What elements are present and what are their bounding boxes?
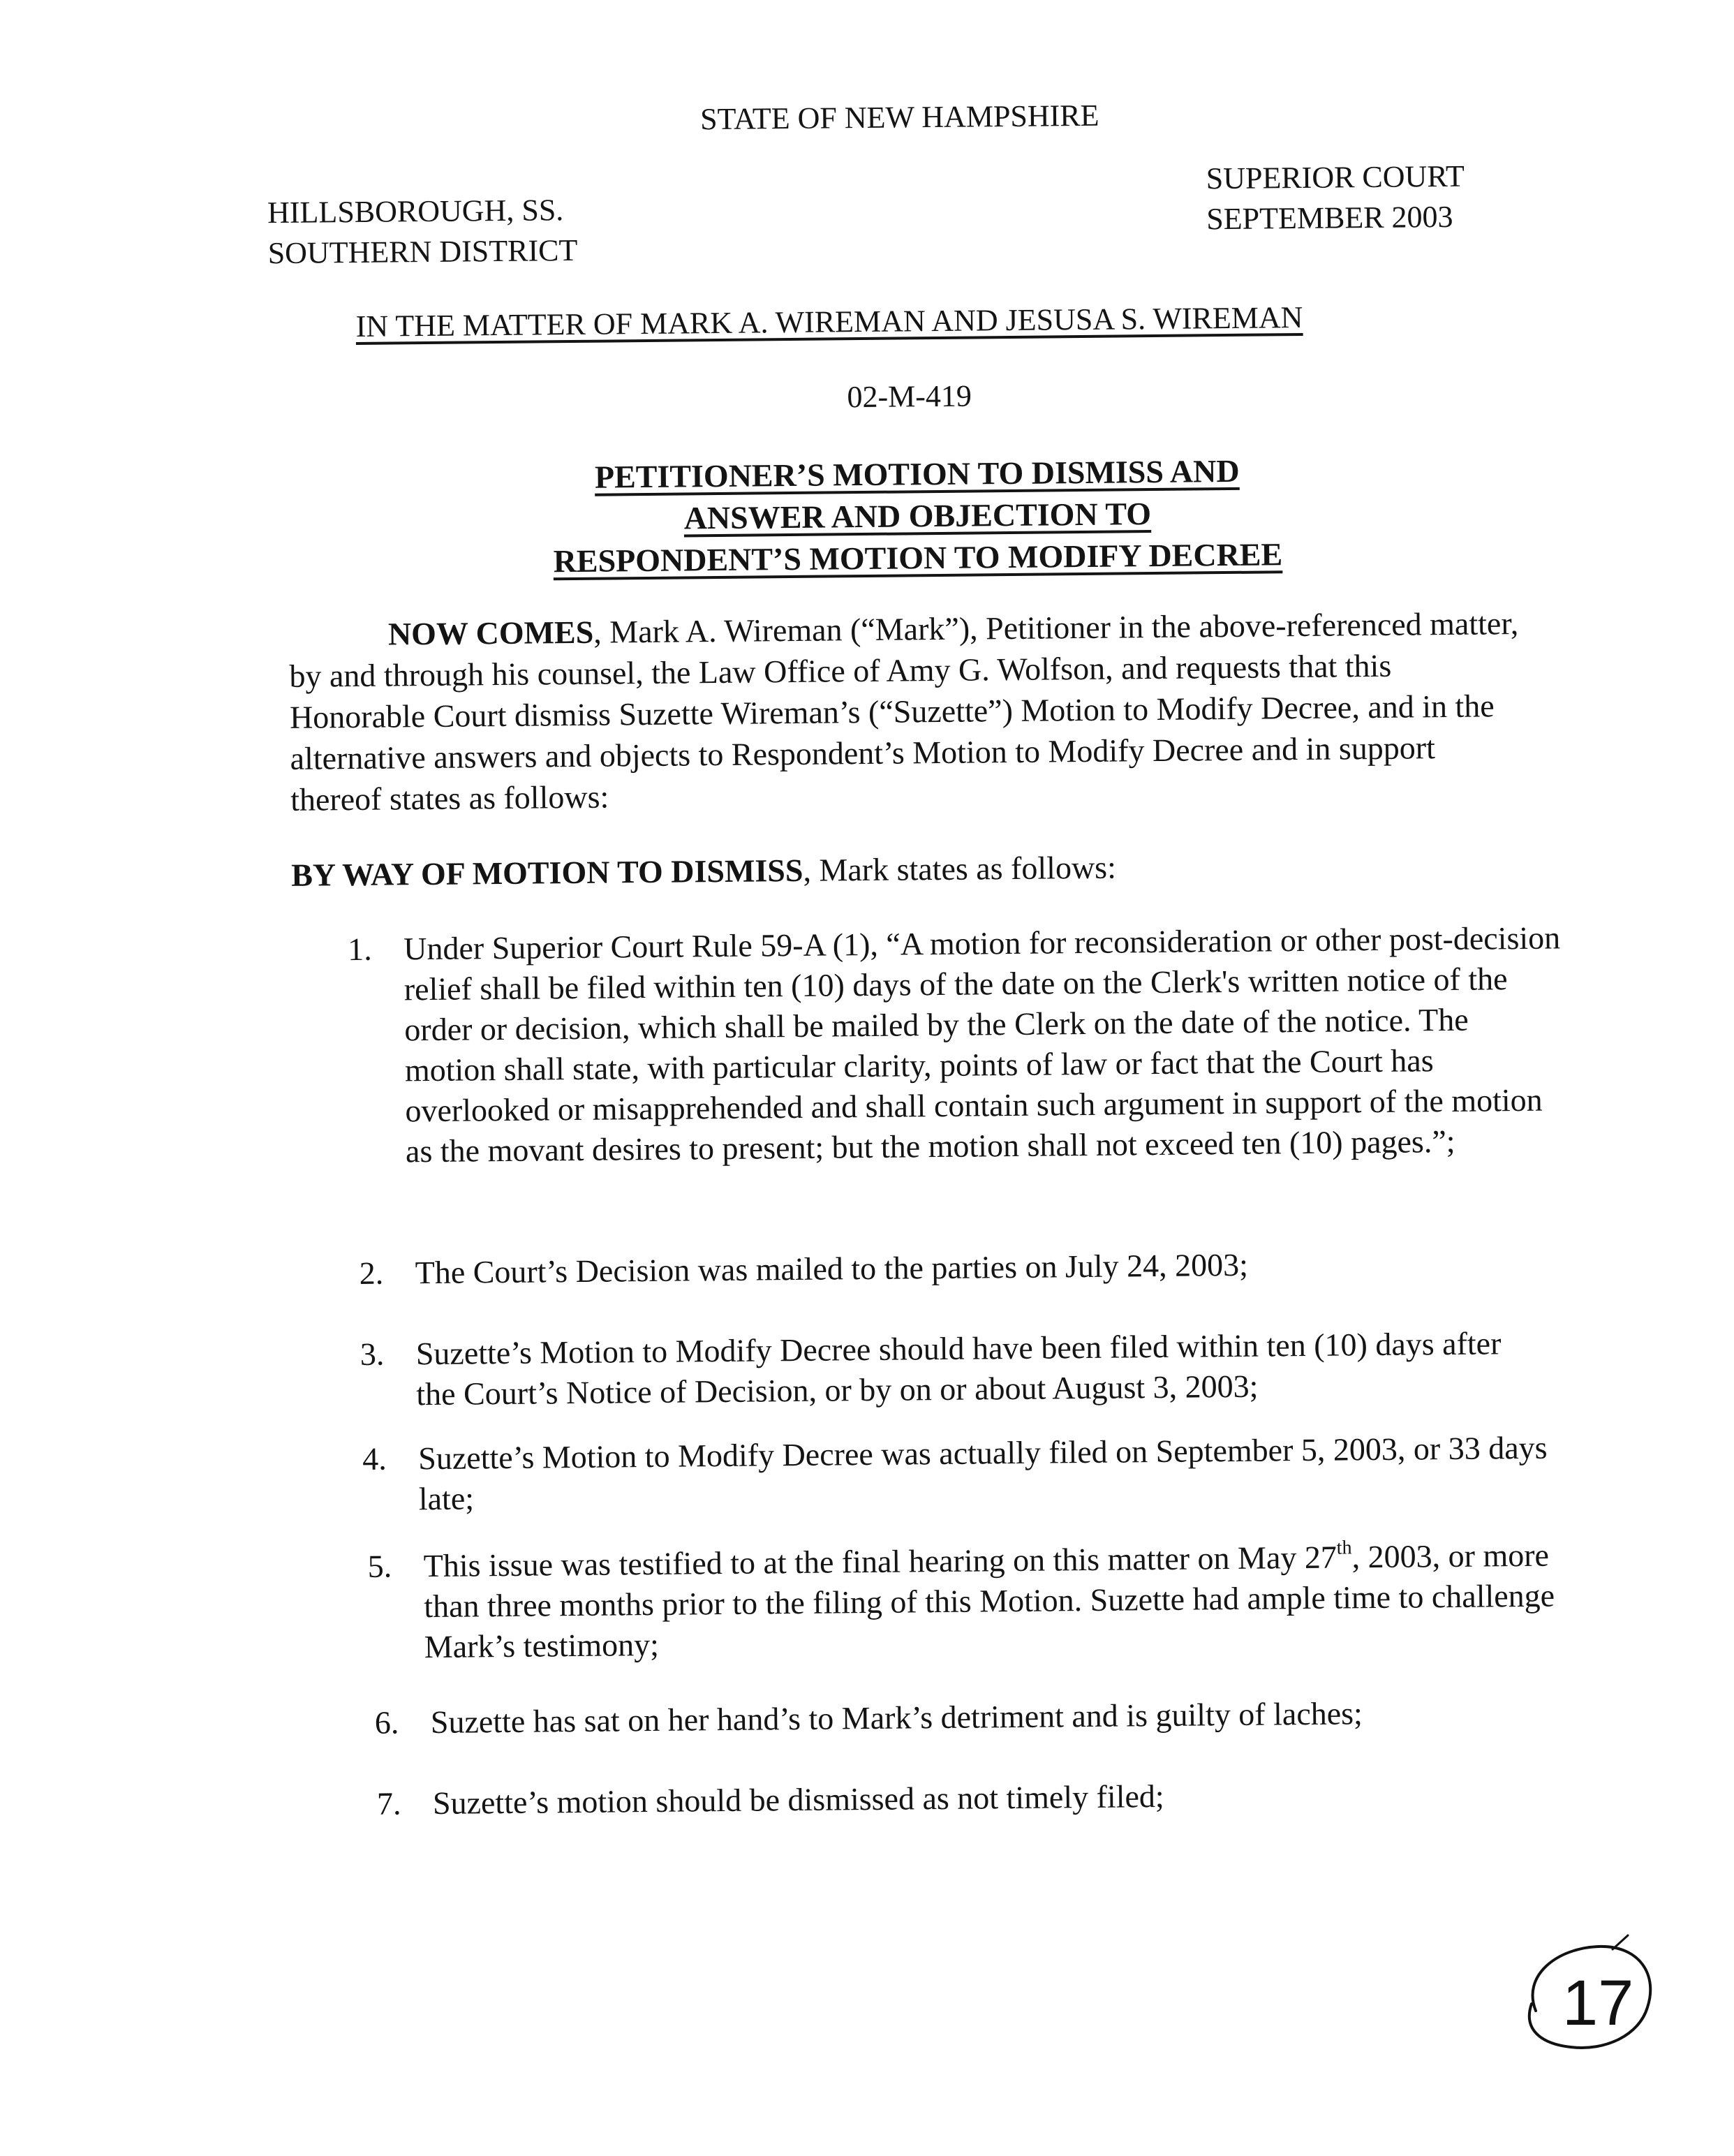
- item-text: Suzette’s motion should be dismissed as not timely filed;: [432, 1778, 1164, 1822]
- motion-title-line-1: PETITIONER’S MOTION TO DISMISS AND: [594, 452, 1240, 495]
- county-line: HILLSBOROUGH, SS.: [267, 193, 564, 230]
- item-number: 4.: [362, 1440, 387, 1477]
- item-number: 7.: [376, 1785, 401, 1822]
- item-text: Suzette has sat on her hand’s to Mark’s detriment and is guilty of laches;: [430, 1695, 1363, 1741]
- court-block: [1206, 156, 1465, 240]
- item-text-part: This issue was testified to at the final hearing on this matter on May 27: [423, 1539, 1337, 1584]
- item-number: 5.: [367, 1548, 392, 1584]
- item-text: The Court’s Decision was mailed to the parties on July 24, 2003;: [415, 1246, 1249, 1291]
- item-text: [423, 1535, 1569, 1667]
- item-number: 2.: [359, 1255, 384, 1291]
- term-line: SEPTEMBER 2003: [1206, 199, 1453, 237]
- motion-title: [0, 445, 1729, 588]
- list-item: [360, 1322, 1575, 1412]
- item-text: Suzette’s Motion to Modify Decree should have been filed within ten (10) days after the Court’s Notice of Decision, or by on or about August 3, 2003;: [415, 1325, 1502, 1412]
- item-text: Under Superior Court Rule 59-A (1), “A motion for reconsideration or other post-decision relief shall be filed within ten (10) days of the date on the Clerk's written notice of the order or decision, which shall be mailed by the Clerk on the date of the notice. The motion shall state, with particular clarity, points of law or fact that the Court has overlooked or misapprehended and shall contain such argument in support of the motion as the movant desires to present; but the motion shall not exceed ten (10) pages.”;: [403, 920, 1561, 1169]
- item-text-part: , 2003, or more than three months prior to the filing of this Motion. Suzette had ample time to challenge Mark’s testimony;: [424, 1537, 1555, 1665]
- list-item: [359, 1241, 1573, 1291]
- ordinal-suffix: th: [1336, 1537, 1352, 1559]
- item-text: Suzette’s Motion to Modify Decree was actually filed on September 5, 2003, or 33 days late;: [418, 1429, 1548, 1517]
- section-heading: [291, 847, 1116, 896]
- item-number: 6.: [374, 1704, 399, 1741]
- section-text: , Mark states as follows:: [803, 849, 1117, 888]
- county-block: [267, 190, 578, 274]
- motion-title-line-2: ANSWER AND OBJECTION TO: [683, 496, 1152, 536]
- list-item: [348, 917, 1562, 1169]
- motion-title-line-3: RESPONDENT’S MOTION TO MODIFY DECREE: [553, 536, 1283, 579]
- matter-title: IN THE MATTER OF MARK A. WIREMAN AND JESUSA S. WIREMAN: [355, 300, 1303, 344]
- list-item: [367, 1535, 1582, 1665]
- item-number: 3.: [360, 1336, 385, 1372]
- section-lead: BY WAY OF MOTION TO DISMISS: [290, 852, 803, 893]
- list-item: [376, 1772, 1592, 1822]
- docket-number: 02-M-419: [847, 378, 972, 415]
- page-number-text: 17: [1562, 1967, 1634, 2039]
- court-line: SUPERIOR COURT: [1206, 158, 1465, 196]
- state-heading: STATE OF NEW HAMPSHIRE: [699, 98, 1099, 137]
- item-number: 1.: [348, 931, 372, 968]
- list-item: [374, 1691, 1590, 1741]
- intro-paragraph: [289, 603, 1534, 820]
- intro-text: , Mark A. Wireman (“Mark”), Petitioner in the above-referenced matter, by and through his counsel, the Law Office of Amy G. Wolfson, and requests that this Honorable Court dismiss Suzette Wireman’s (“Suzette”) Motion to Modify Decree, and in the alternative answers and objects to Respondent’s Motion to Modify Decree and in support thereof states as follows:: [289, 605, 1519, 818]
- district-line: SOUTHERN DISTRICT: [267, 232, 578, 271]
- list-item: [362, 1427, 1577, 1517]
- handwritten-page-number: [1508, 1934, 1661, 2060]
- intro-lead: NOW COMES: [387, 614, 594, 652]
